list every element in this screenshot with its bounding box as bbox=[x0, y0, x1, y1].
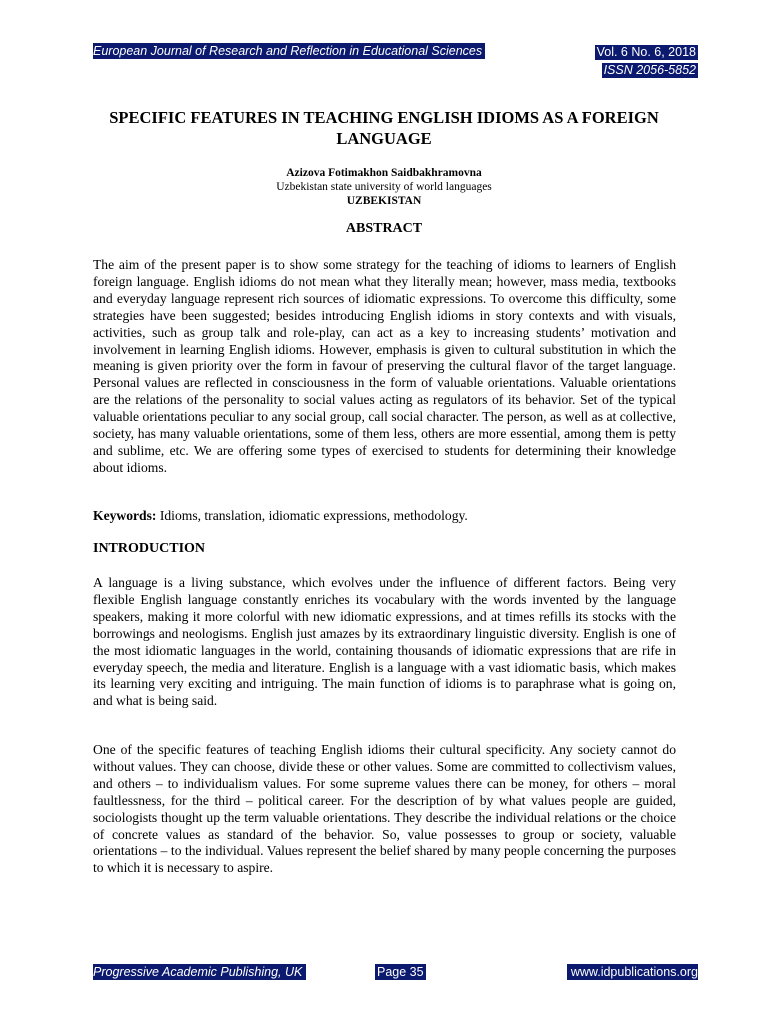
introduction-heading: INTRODUCTION bbox=[93, 541, 206, 556]
abstract-text: The aim of the present paper is to show some strategy for the teaching of idioms to learners of English foreign language. English idioms do not mean what they literally mean; however, mass media, textbooks and everyday language represent rich sources of idiomatic expressions. To overcome this difficulty, some strategies have been suggested; besides introducing English idioms in story contexts and with visuals, activities, such as group talk and role-play, can act as a key to increasing students’ motivation and involvement in learning English idioms. However, emphasis is given to cultural substitution in which the meaning is given priority over the form in favour of preserving the cultural flavor of the target language. Personal values are reflected in consciousness in the form of valuable orientations. Valuable orientations are the relations of the personality to social values acting as regulators of its behavior. Set of the typical valuable orientations peculiar to any social group, call social character. The person, as well as at collective, society, has many valuable orientations, some of them less, others are more essential, among them is petty and sublime, etc. We are offering some types of exercised to students for determining their knowledge about idioms. bbox=[93, 257, 676, 475]
issue-info bbox=[595, 43, 698, 79]
author-country: UZBEKISTAN bbox=[346, 195, 422, 207]
paper-title: SPECIFIC FEATURES IN TEACHING ENGLISH IDIOMS AS A FOREIGN LANGUAGE bbox=[109, 108, 659, 148]
journal-name: European Journal of Research and Reflection in Educational Sciences bbox=[93, 43, 485, 59]
author-block bbox=[93, 166, 675, 208]
page-number: Page 35 bbox=[377, 965, 424, 979]
website-link[interactable]: www.idpublications.org bbox=[567, 964, 698, 980]
intro-paragraph-1: A language is a living substance, which evolves under the influence of different factors. Being very flexible English language constantly enriches its vocabulary with the words invented by the language speakers, making it more colorful with new idiomatic expressions, and at times refills its stocks with the borrowings and neologisms. English just amazes by its extraordinary linguistic diversity. English is one of the most idiomatic languages in the world, containing thousands of idiomatic expressions that are rife in everyday speech, the media and literature. English is a language with a vast idiomatic basis, which makes its learning very exciting and intriguing. The main function of idioms is to paraphrase what is going on, and what is being said. bbox=[93, 575, 676, 709]
page-header bbox=[93, 43, 698, 77]
volume-label: Vol. 6 No. 6, 2018 bbox=[596, 45, 696, 59]
page-footer bbox=[93, 964, 698, 980]
keywords bbox=[93, 508, 468, 524]
keywords-text: Idioms, translation, idiomatic expressions, methodology. bbox=[159, 508, 468, 523]
abstract-heading: ABSTRACT bbox=[345, 221, 423, 236]
publisher-name: Progressive Academic Publishing, UK bbox=[93, 964, 306, 980]
issn-label: ISSN 2056-5852 bbox=[603, 63, 696, 77]
intro-paragraph-2: One of the specific features of teaching English idioms their cultural specificity. Any society cannot do without values. They can choose, divide these or other values. Some are committed to collectivism values, and others – to individualism values. For some supreme values there can be money, for others – moral faultlessness, for the third – political career. For the description of by what values people are guided, sociologists thought up the term valuable orientations. They describe the individual relations or the choice of concrete values as standard of the behavior. So, value possesses to group or society, valuable orientations – to the individual. Values represent the belief shared by many people concerning the purposes to which it is necessary to aspire. bbox=[93, 742, 676, 876]
author-affiliation: Uzbekistan state university of world languages bbox=[276, 181, 492, 193]
keywords-label: Keywords: bbox=[93, 508, 157, 523]
author-name: Azizova Fotimakhon Saidbakhramovna bbox=[286, 167, 482, 179]
